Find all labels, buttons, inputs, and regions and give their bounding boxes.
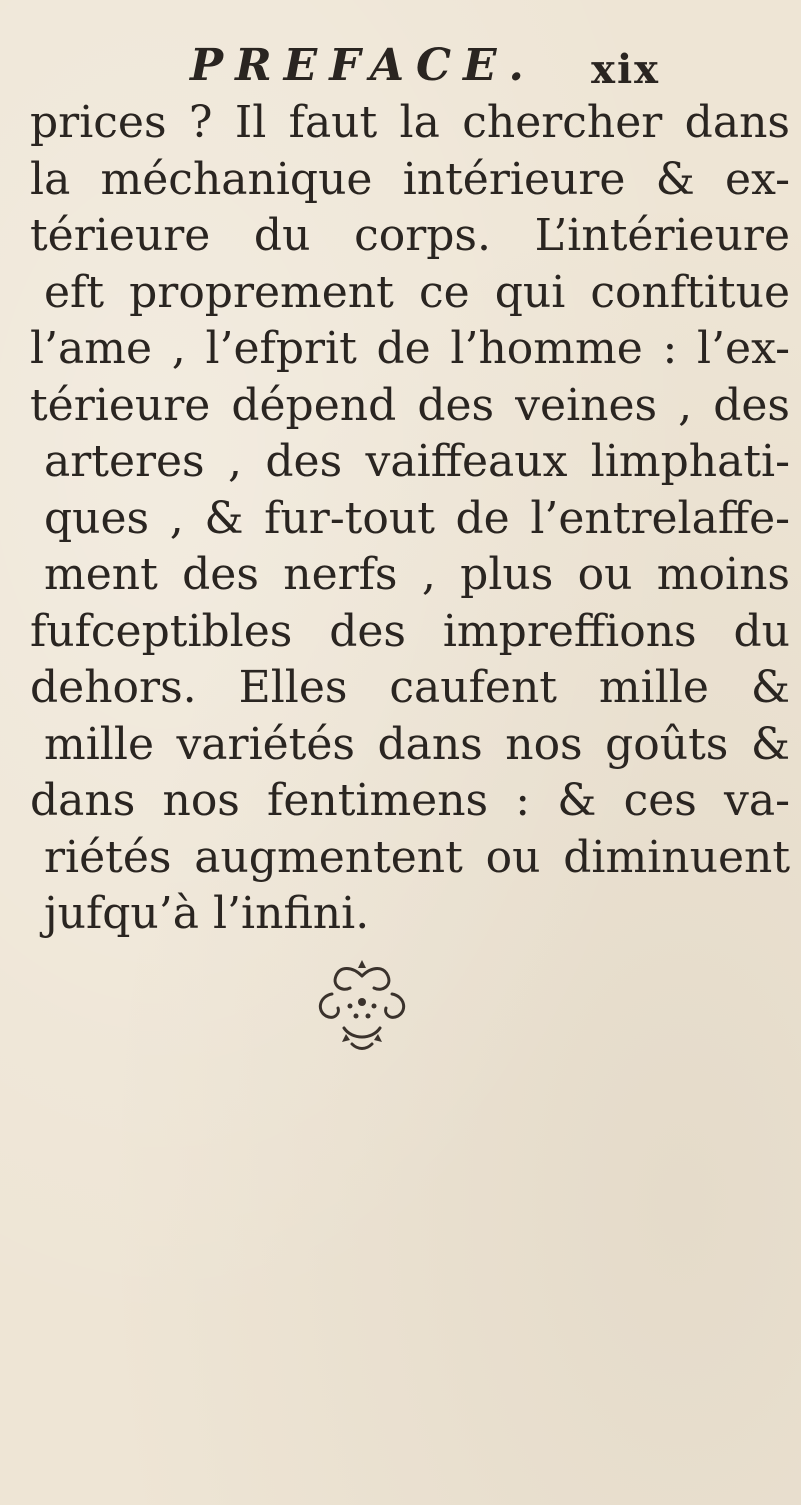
text-line: dehors. Elles caufent mille & — [30, 662, 790, 713]
text-line: l’ame , l’efprit de l’homme : l’ex- — [30, 323, 790, 374]
text-line: mille variétés dans nos goûts & — [44, 718, 790, 770]
floral-tailpiece-icon — [302, 958, 422, 1058]
text-line: riétés augmentent ou diminuent — [44, 831, 790, 883]
text-line: térieure du corps. L’intérieure — [30, 210, 790, 261]
page-number: xix — [591, 46, 660, 93]
text-line: dans nos fentimens : & ces va- — [30, 775, 790, 826]
text-line: fufceptibles des impreffions du — [30, 605, 790, 657]
text-line: ment des nerfs , plus ou moins — [44, 549, 790, 600]
text-line: ques , & fur-tout de l’entrelaffe- — [44, 492, 790, 544]
running-title: PREFACE. — [190, 40, 536, 91]
page-header — [190, 40, 660, 100]
text-line: la méchanique intérieure & ex- — [30, 153, 790, 205]
text-line: térieure dépend des veines , des — [30, 379, 790, 431]
body-text — [30, 95, 790, 943]
text-line: prices ? Il faut la chercher dans — [30, 97, 790, 148]
text-line: jufqu’à l’infini. — [44, 888, 370, 939]
text-line: eft proprement ce qui conftitue — [44, 266, 790, 318]
text-line: arteres , des vaiffeaux limphati- — [44, 436, 790, 487]
